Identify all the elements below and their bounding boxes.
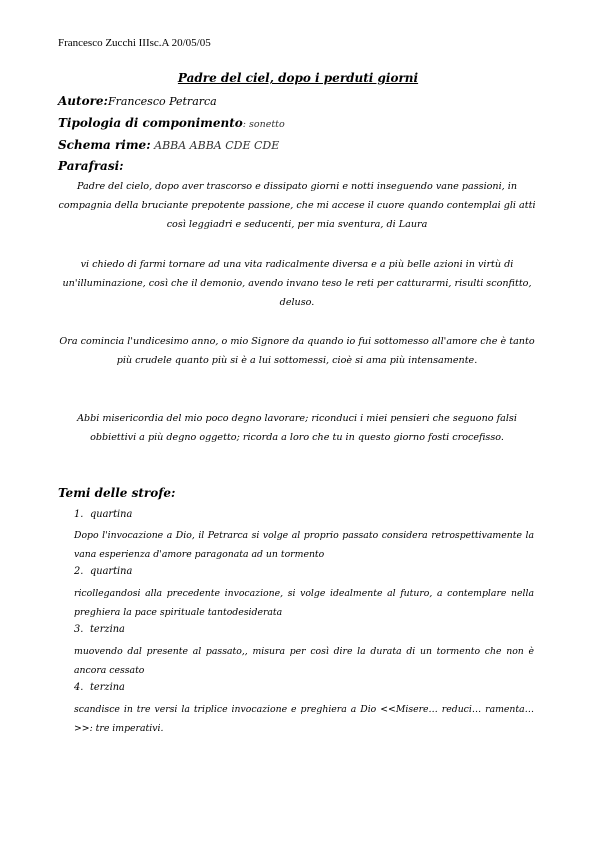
stanza-4-number: 4. — [74, 682, 84, 693]
stanza-4-name: terzina — [90, 682, 125, 693]
stanza-2-number: 2. — [74, 566, 84, 577]
stanza-2-text: ricollegandosi alla precedente invocazione, si volge idealmente al futuro, a contemplare nella preghiera la pace spirituale tantodesiderata — [74, 588, 534, 618]
author-label: Autore: — [58, 94, 108, 108]
type-label: Tipologia di componimento — [58, 116, 243, 130]
paraphrase-paragraph-1: Padre del cielo, dopo aver trascorso e dissipato giorni e notti inseguendo vane passioni, in compagnia della bruciante prepotente passione, che mi accese il cuore quando contemplai gli atti così leggiadri e seducenti, per mia sventura, di Laura — [58, 181, 536, 230]
paraphrase-paragraph-2: vi chiedo di farmi tornare ad una vita radicalmente diversa e a più belle azioni in virtù di un'illuminazione, così che il demonio, avendo invano teso le reti per catturarmi, risulti sconfitto, deluso. — [62, 259, 532, 308]
stanza-3-text: muovendo dal presente al passato,, misura per così dire la durata di un tormento che non è ancora cessato — [74, 646, 534, 676]
stanza-3-name: terzina — [90, 624, 125, 635]
stanza-2-heading — [74, 566, 132, 577]
themes-heading: Temi delle strofe: — [58, 486, 176, 500]
stanza-1-text: Dopo l'invocazione a Dio, il Petrarca si volge al proprio passato considera retrospettivamente la vana esperienza d'amore paragonata ad un tormento — [74, 530, 534, 560]
stanza-1-number: 1. — [74, 509, 84, 520]
poem-title: Padre del ciel, dopo i perduti giorni — [177, 71, 419, 85]
type-line — [58, 116, 285, 131]
rhyme-scheme-value: ABBA ABBA CDE CDE — [150, 139, 280, 152]
paraphrase-line — [58, 159, 124, 174]
author-value: Francesco Petrarca — [107, 95, 217, 108]
paraphrase-paragraph-3: Ora comincia l'undicesimo anno, o mio Signore da quando io fui sottomesso all'amore che è tanto più crudele quanto più si è a lui sottomessi, cioè si ama più intensamente. — [59, 336, 535, 366]
stanza-3-heading — [74, 624, 125, 635]
stanza-1-name: quartina — [90, 509, 133, 520]
document-header: Francesco Zucchi IIIsc.A 20/05/05 — [58, 37, 211, 49]
stanza-3-number: 3. — [74, 624, 84, 635]
paraphrase-label: Parafrasi: — [58, 159, 124, 173]
author-line — [58, 94, 217, 109]
stanza-2-name: quartina — [90, 566, 133, 577]
paraphrase-paragraph-4: Abbi misericordia del mio poco degno lavorare; riconduci i miei pensieri che seguono falsi obbiettivi a più degno oggetto; ricorda a loro che tu in questo giorno fosti crocefisso. — [77, 413, 517, 443]
rhyme-scheme-label: Schema rime: — [58, 138, 151, 152]
rhyme-scheme-line — [58, 138, 279, 153]
stanza-4-text: scandisce in tre versi la triplice invocazione e preghiera a Dio <<Misere… reduci… ramenta…>>: tre imperativi. — [74, 704, 534, 734]
type-value: : sonetto — [242, 119, 285, 130]
stanza-4-heading — [74, 682, 125, 693]
stanza-1-heading — [74, 509, 132, 520]
